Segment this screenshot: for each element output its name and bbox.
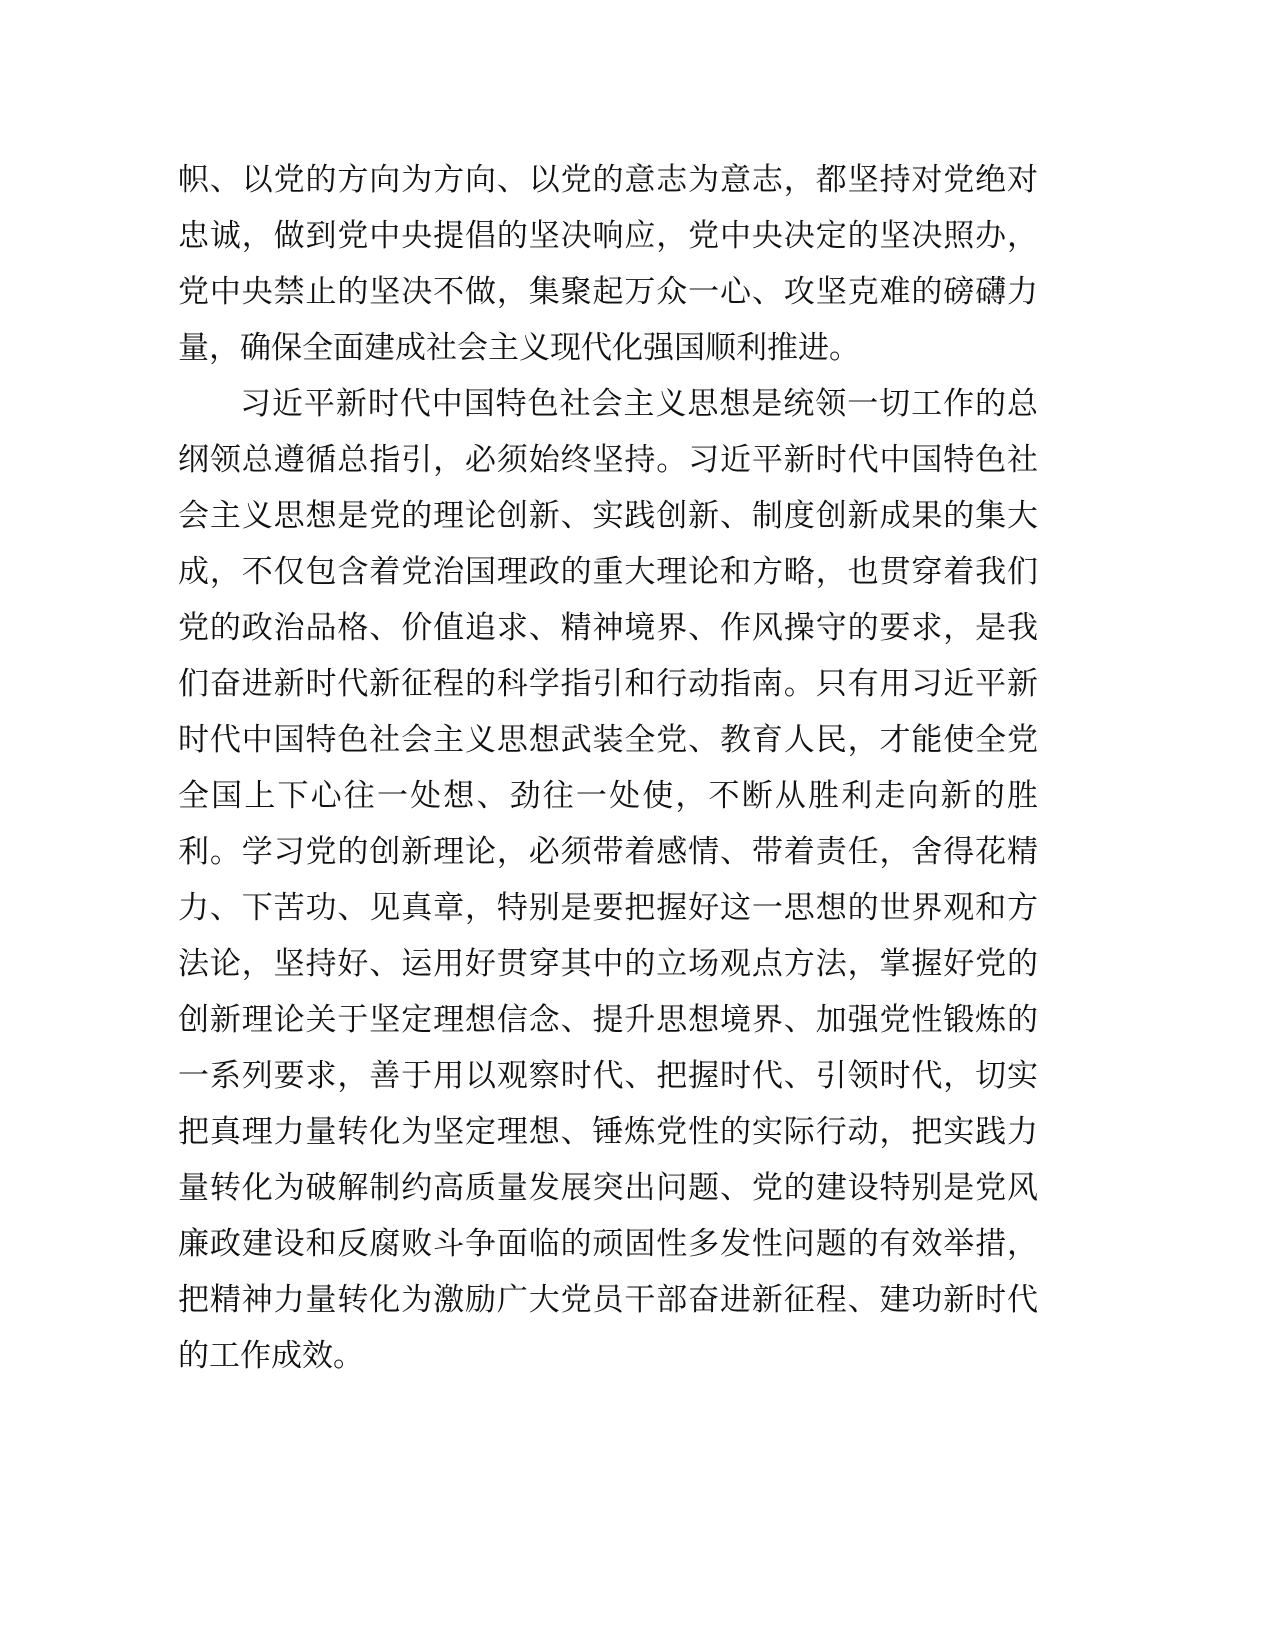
paragraph-continued: 帜、以党的方向为方向、以党的意志为意志，都坚持对党绝对忠诚，做到党中央提倡的坚决响应，党中央决定的坚决照办，党中央禁止的坚决不做，集聚起万众一心、攻坚克难的磅礴力量，确保全面建成社会主义现代化强国顺利推进。 [178, 162, 1038, 366]
paragraph: 习近平新时代中国特色社会主义思想是统领一切工作的总纲领总遵循总指引，必须始终坚持。习近平新时代中国特色社会主义思想是党的理论创新、实践创新、制度创新成果的集大成，不仅包含着党治国理政的重大理论和方略，也贯穿着我们党的政治品格、价值追求、精神境界、作风操守的要求，是我们奋进新时代新征程的科学指引和行动指南。只有用习近平新时代中国特色社会主义思想武装全党、教育人民，才能使全党全国上下心往一处想、劲往一处使，不断从胜利走向新的胜利。学习党的创新理论，必须带着感情、带着责任，舍得花精力、下苦功、见真章，特别是要把握好这一思想的世界观和方法论，坚持好、运用好贯穿其中的立场观点方法，掌握好党的创新理论关于坚定理想信念、提升思想境界、加强党性锻炼的一系列要求，善于用以观察时代、把握时代、引领时代，切实把真理力量转化为坚定理想、锤炼党性的实际行动，把实践力量转化为破解制约高质量发展突出问题、党的建设特别是党风廉政建设和反腐败斗争面临的顽固性多发性问题的有效举措，把精神力量转化为激励广大党员干部奋进新征程、建功新时代的工作成效。 [178, 386, 1038, 1374]
body-text [178, 152, 1038, 1384]
